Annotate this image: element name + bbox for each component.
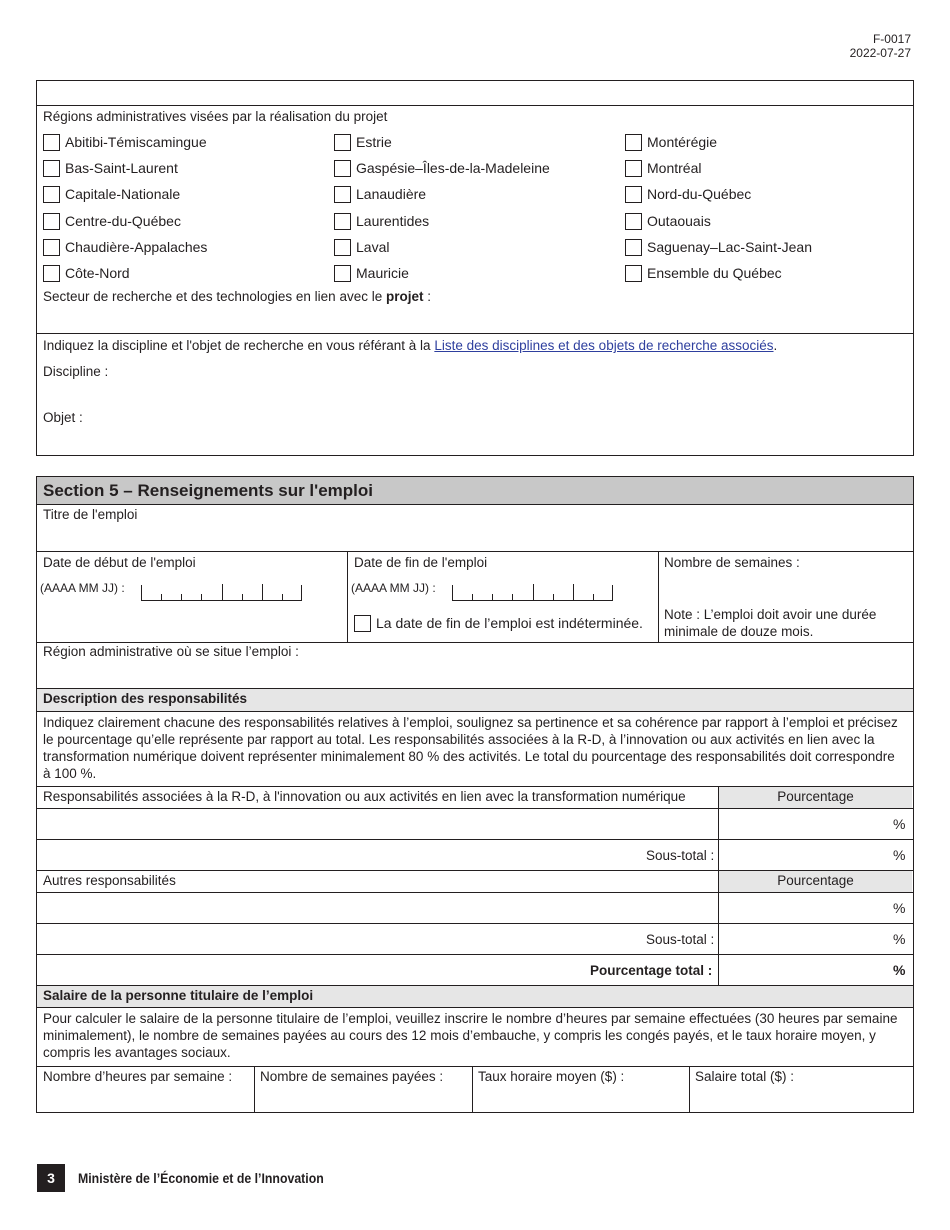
rd-subtotal-input[interactable] <box>719 840 879 870</box>
weeks-paid-label: Nombre de semaines payées : <box>260 1069 444 1084</box>
sector-label-suffix: : <box>423 289 432 304</box>
start-date-format: (AAAA MM JJ) : <box>40 581 125 595</box>
region-label: Laurentides <box>356 213 430 229</box>
checkbox-region[interactable] <box>625 265 642 282</box>
region-label: Capitale-Nationale <box>65 186 181 202</box>
divider <box>37 711 913 712</box>
checkbox-region[interactable] <box>625 134 642 151</box>
region-label: Estrie <box>356 134 392 150</box>
responsibilities-instructions: Indiquez clairement chacune des responsabilités relatives à l’emploi, soulignez sa pertinence et sa cohérence par rapport à l’emploi et précisez le pourcentage qu’elle représente par rapport au total. Les responsabilités associées à la R-D, à l’innovation ou aux activités en lien avec la transformation numérique doivent représenter minimalement 80 % des activités. Le total du pourcentage des responsabilités doit correspondre à 100 %. <box>43 715 898 781</box>
rd-responsibility-input[interactable] <box>37 809 718 839</box>
percentage-header: Pourcentage <box>719 871 912 892</box>
region-label: Mauricie <box>356 265 409 281</box>
hourly-rate-input[interactable] <box>473 1085 689 1111</box>
divider <box>37 642 913 643</box>
subtotal-label: Sous-total : <box>646 932 715 947</box>
checkbox-region[interactable] <box>334 265 351 282</box>
ministry-name: Ministère de l’Économie et de l’Innovation <box>78 1170 324 1186</box>
job-region-label: Région administrative où se situe l’emploi : <box>43 644 299 659</box>
job-title-input[interactable] <box>37 521 913 551</box>
section-5-title: Section 5 – Renseignements sur l'emploi <box>37 477 913 505</box>
checkbox-region[interactable] <box>334 186 351 203</box>
checkbox-region[interactable] <box>625 213 642 230</box>
total-percentage-input[interactable] <box>719 955 879 985</box>
start-date-input[interactable] <box>141 585 302 601</box>
divider <box>37 1007 913 1008</box>
discipline-intro-text: Indiquez la discipline et l'objet de recherche en vous référant à la <box>43 338 431 353</box>
region-label: Nord-du-Québec <box>647 186 752 202</box>
job-title-label: Titre de l'emploi <box>43 507 138 522</box>
job-region-input[interactable] <box>37 658 913 688</box>
subtotal-label: Sous-total : <box>646 848 715 863</box>
start-date-label: Date de début de l'emploi <box>43 555 196 570</box>
checkbox-region[interactable] <box>334 134 351 151</box>
region-label: Ensemble du Québec <box>647 265 782 281</box>
region-label: Centre-du-Québec <box>65 213 181 229</box>
form-header <box>850 32 911 60</box>
sector-input[interactable] <box>37 303 913 333</box>
regions-label: Régions administratives visées par la réalisation du projet <box>43 109 388 124</box>
hours-per-week-input[interactable] <box>37 1085 254 1111</box>
checkbox-region[interactable] <box>43 239 60 256</box>
divider <box>37 333 913 334</box>
total-salary-label: Salaire total ($) : <box>695 1069 795 1084</box>
disciplines-list-link[interactable]: Liste des disciplines et des objets de recherche associés <box>434 338 774 353</box>
sector-label-bold: projet <box>385 289 424 304</box>
responsibilities-heading: Description des responsabilités <box>37 689 913 711</box>
project-regions-box <box>36 80 914 456</box>
region-label: Montérégie <box>647 134 718 150</box>
checkbox-region[interactable] <box>43 186 60 203</box>
region-label: Bas-Saint-Laurent <box>65 160 178 176</box>
percent-sign: % <box>893 962 906 978</box>
divider <box>37 1066 913 1067</box>
other-subtotal-input[interactable] <box>719 924 879 954</box>
divider <box>658 551 659 642</box>
weeks-input[interactable] <box>805 553 909 575</box>
discipline-intro <box>43 338 777 353</box>
form-code: F-0017 <box>872 32 911 46</box>
discipline-input[interactable] <box>117 361 913 385</box>
total-salary-input[interactable] <box>690 1085 912 1111</box>
region-label: Lanaudière <box>356 186 427 202</box>
checkbox-region[interactable] <box>334 213 351 230</box>
checkbox-region[interactable] <box>43 213 60 230</box>
region-label: Gaspésie–Îles-de-la-Madeleine <box>356 160 550 176</box>
objet-label: Objet : <box>43 410 83 425</box>
hours-per-week-label: Nombre d’heures par semaine : <box>43 1069 233 1084</box>
checkbox-region[interactable] <box>43 160 60 177</box>
page-number: 3 <box>37 1164 65 1192</box>
checkbox-region[interactable] <box>43 134 60 151</box>
checkbox-region[interactable] <box>334 160 351 177</box>
discipline-label: Discipline : <box>43 364 109 379</box>
weeks-paid-input[interactable] <box>255 1085 472 1111</box>
salary-instructions: Pour calculer le salaire de la personne titulaire de l’emploi, veuillez inscrire le nombre d’heures par semaine effectuées (30 heures par semaine minimalement), le nombre de semaines payées au cours des 12 mois d’embauche, y compris les congés payés, et le taux horaire moyen, y compris les avantages sociaux. <box>43 1011 898 1060</box>
end-date-label: Date de fin de l'emploi <box>354 555 488 570</box>
other-responsibility-input[interactable] <box>37 893 718 923</box>
region-label: Montréal <box>647 160 702 176</box>
region-label: Laval <box>356 239 390 255</box>
end-date-format: (AAAA MM JJ) : <box>351 581 436 595</box>
percent-sign: % <box>893 931 906 947</box>
divider <box>37 105 913 106</box>
duration-note: Note : L’emploi doit avoir une durée minimale de douze mois. <box>664 607 877 639</box>
percent-sign: % <box>893 900 906 916</box>
other-percentage-input[interactable] <box>719 893 879 923</box>
checkbox-region[interactable] <box>334 239 351 256</box>
checkbox-region[interactable] <box>625 160 642 177</box>
percentage-header: Pourcentage <box>719 787 912 808</box>
discipline-intro-end: . <box>773 338 778 353</box>
region-label: Outaouais <box>647 213 711 229</box>
sector-label <box>43 289 431 304</box>
percent-sign: % <box>893 847 906 863</box>
weeks-label: Nombre de semaines : <box>664 555 800 570</box>
divider <box>347 551 348 642</box>
salary-heading: Salaire de la personne titulaire de l’emploi <box>37 986 913 1007</box>
sector-label-text: Secteur de recherche et des technologies en lien avec le <box>43 289 383 304</box>
region-label: Côte-Nord <box>65 265 130 281</box>
checkbox-region[interactable] <box>625 239 642 256</box>
indeterminate-end-checkbox[interactable] <box>354 615 371 632</box>
form-date: 2022-07-27 <box>849 46 911 60</box>
region-label: Chaudière-Appalaches <box>65 239 208 255</box>
divider <box>37 551 913 552</box>
indeterminate-end-label: La date de fin de l’emploi est indéterminée. <box>376 615 643 631</box>
objet-input[interactable] <box>97 407 913 447</box>
total-percentage-label: Pourcentage total : <box>590 963 713 978</box>
hourly-rate-label: Taux horaire moyen ($) : <box>478 1069 625 1084</box>
checkbox-region[interactable] <box>625 186 642 203</box>
section-5-box <box>36 476 914 1113</box>
percent-sign: % <box>893 816 906 832</box>
region-label: Abitibi-Témiscamingue <box>65 134 207 150</box>
region-label: Saguenay–Lac-Saint-Jean <box>647 239 813 255</box>
checkbox-region[interactable] <box>43 265 60 282</box>
rd-percentage-input[interactable] <box>719 809 879 839</box>
other-responsibilities-label: Autres responsabilités <box>43 873 176 888</box>
rd-responsibilities-label: Responsabilités associées à la R-D, à l'innovation ou aux activités en lien avec la transformation numérique <box>43 789 686 804</box>
end-date-input[interactable] <box>452 585 613 601</box>
